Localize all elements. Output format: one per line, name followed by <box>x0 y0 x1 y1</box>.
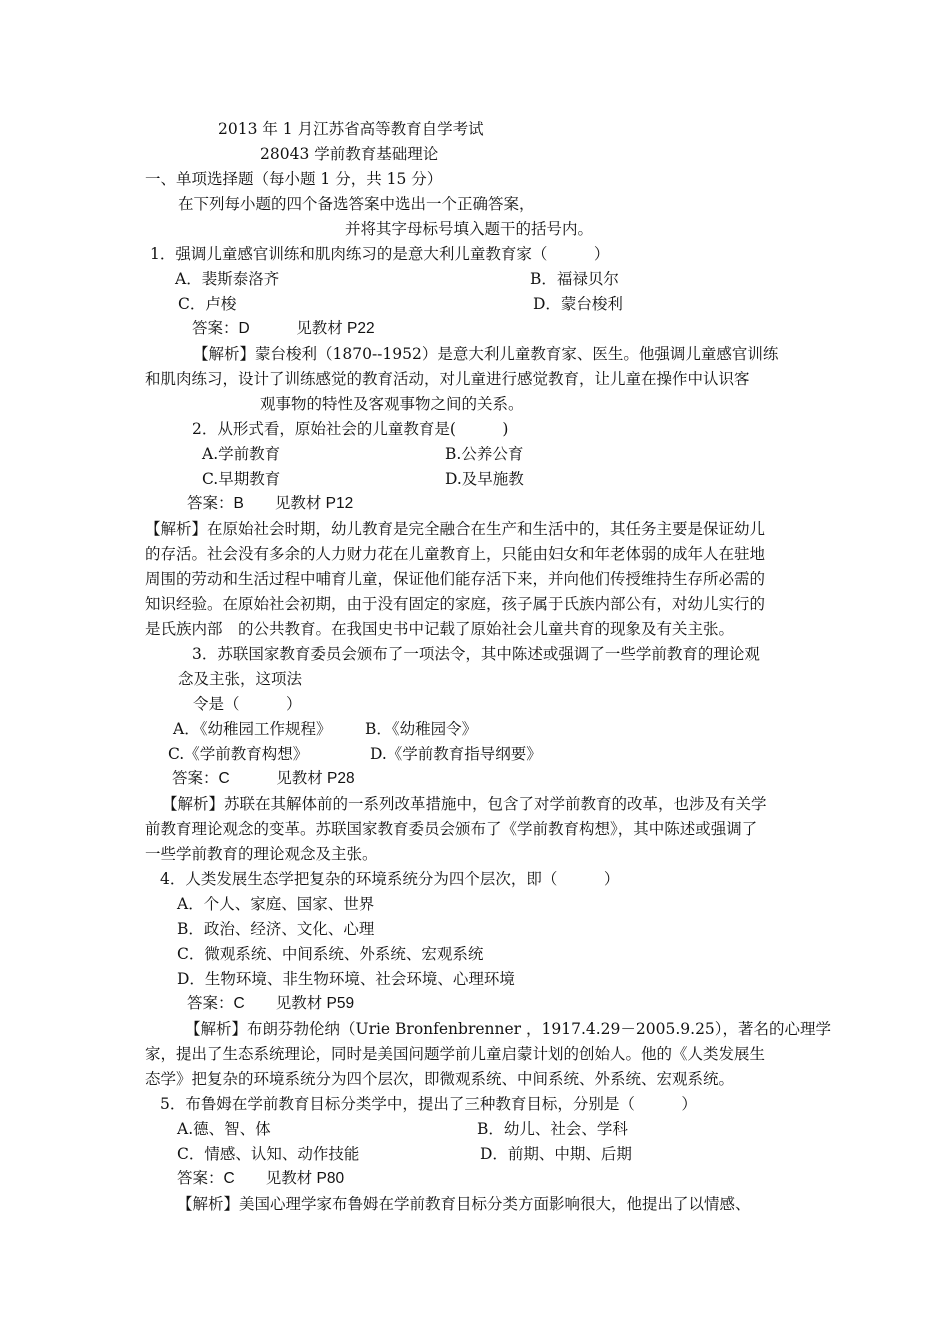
question-2-option-c: C.早期教育 <box>202 470 281 488</box>
question-4-option-b: B．政治、经济、文化、心理 <box>177 920 375 938</box>
question-3-option-b: B．《幼稚园令》 <box>365 720 478 738</box>
course-title: 28043 学前教育基础理论 <box>260 145 439 163</box>
exam-title: 2013 年 1 月江苏省高等教育自学考试 <box>218 120 484 138</box>
question-4-explanation: 家，提出了生态系统理论，同时是美国问题学前儿童启蒙计划的创始人。他的《人类发展生 <box>145 1045 766 1063</box>
question-2-option-d: D.及早施教 <box>445 470 524 488</box>
question-2-option-a: A.学前教育 <box>202 445 281 463</box>
question-2-explanation: 周围的劳动和生活过程中哺育儿童，保证他们能存活下来，并向他们传授维持生存所必需的 <box>145 570 766 588</box>
question-1-option-d: D．蒙台梭利 <box>533 295 623 313</box>
question-3-stem: 3．苏联国家教育委员会颁布了一项法令，其中陈述或强调了一些学前教育的理论观 <box>192 645 760 663</box>
question-4-answer: 答案：C 见教材 P59 <box>187 995 355 1012</box>
question-4-explanation: 态学》把复杂的环境系统分为四个层次，即微观系统、中间系统、外系统、宏观系统。 <box>145 1070 735 1088</box>
question-5-option-b: B．幼儿、社会、学科 <box>477 1120 628 1138</box>
question-3-option-a: A．《幼稚园工作规程》 <box>173 720 332 738</box>
question-1-explanation: 和肌肉练习，设计了训练感觉的教育活动，对儿童进行感觉教育，让儿童在操作中认识客 <box>145 370 750 388</box>
question-1-option-b: B．福禄贝尔 <box>530 270 619 288</box>
question-1-answer: 答案：D 见教材 P22 <box>192 320 375 337</box>
section-instruction: 并将其字母标号填入题干的括号内。 <box>345 220 594 238</box>
question-2-option-b: B.公养公育 <box>445 445 524 463</box>
question-2-explanation: 知识经验。在原始社会初期，由于没有固定的家庭，孩子属于氏族内部公有，对幼儿实行的 <box>145 595 766 613</box>
question-2-explanation: 是氏族内部 的公共教育。在我国史书中记载了原始社会儿童共育的现象及有关主张。 <box>145 620 735 638</box>
question-1-explanation: 观事物的特性及客观事物之间的关系。 <box>260 395 524 413</box>
question-1-explanation: 【解析】蒙台梭利（1870--1952）是意大利儿童教育家、医生。他强调儿童感官训练 <box>193 345 779 363</box>
question-5-option-d: D．前期、中期、后期 <box>480 1145 632 1163</box>
question-1-option-a: A．裴斯泰洛齐 <box>175 270 280 288</box>
question-5-option-c: C．情感、认知、动作技能 <box>177 1145 360 1163</box>
question-5-answer: 答案：C 见教材 P80 <box>177 1170 345 1187</box>
question-2-explanation: 【解析】在原始社会时期，幼儿教育是完全融合在生产和生活中的，其任务主要是保证幼儿 <box>145 520 766 538</box>
question-4-stem: 4．人类发展生态学把复杂的环境系统分为四个层次，即（ ） <box>160 870 620 888</box>
question-5-option-a: A.德、智、体 <box>177 1120 271 1138</box>
question-2-explanation: 的存活。社会没有多余的人力财力花在儿童教育上，只能由妇女和年老体弱的成年人在驻地 <box>145 545 766 563</box>
question-4-option-d: D．生物环境、非生物环境、社会环境、心理环境 <box>177 970 515 988</box>
question-3-explanation: 前教育理论观念的变革。苏联国家教育委员会颁布了《学前教育构想》，其中陈述或强调了 <box>145 820 758 838</box>
question-4-option-a: A．个人、家庭、国家、世界 <box>177 895 375 913</box>
question-4-option-c: C．微观系统、中间系统、外系统、宏观系统 <box>177 945 484 963</box>
section-instruction: 在下列每小题的四个备选答案中选出一个正确答案， <box>178 195 535 213</box>
question-2-answer: 答案：B 见教材 P12 <box>187 495 354 512</box>
question-2-stem: 2．从形式看，原始社会的儿童教育是( ) <box>192 420 509 438</box>
question-5-explanation: 【解析】美国心理学家布鲁姆在学前教育目标分类方面影响很大，他提出了以情感、 <box>177 1195 751 1213</box>
section-heading: 一、单项选择题（每小题 1 分，共 15 分） <box>145 170 443 188</box>
question-4-explanation: 【解析】布朗芬勃伦纳（Urie Bronfenbrenner ，1917.4.29－2005.9.25），著名的心理学 <box>185 1020 832 1038</box>
question-3-explanation: 一些学前教育的理论观念及主张。 <box>145 845 378 863</box>
question-3-explanation: 【解析】苏联在其解体前的一系列改革措施中，包含了对学前教育的改革，也涉及有关学 <box>162 795 767 813</box>
question-1-stem: 1．强调儿童感官训练和肌肉练习的是意大利儿童教育家（ ） <box>150 245 610 263</box>
question-3-stem: 令是（ ） <box>193 695 302 713</box>
question-3-option-d: D.《学前教育指导纲要》 <box>370 745 542 763</box>
question-1-option-c: C．卢梭 <box>178 295 237 313</box>
question-5-stem: 5．布鲁姆在学前教育目标分类学中，提出了三种教育目标，分别是（ ） <box>160 1095 697 1113</box>
question-3-option-c: C.《学前教育构想》 <box>168 745 309 763</box>
question-3-stem: 念及主张，这项法 <box>178 670 303 688</box>
question-3-answer: 答案：C 见教材 P28 <box>172 770 355 787</box>
